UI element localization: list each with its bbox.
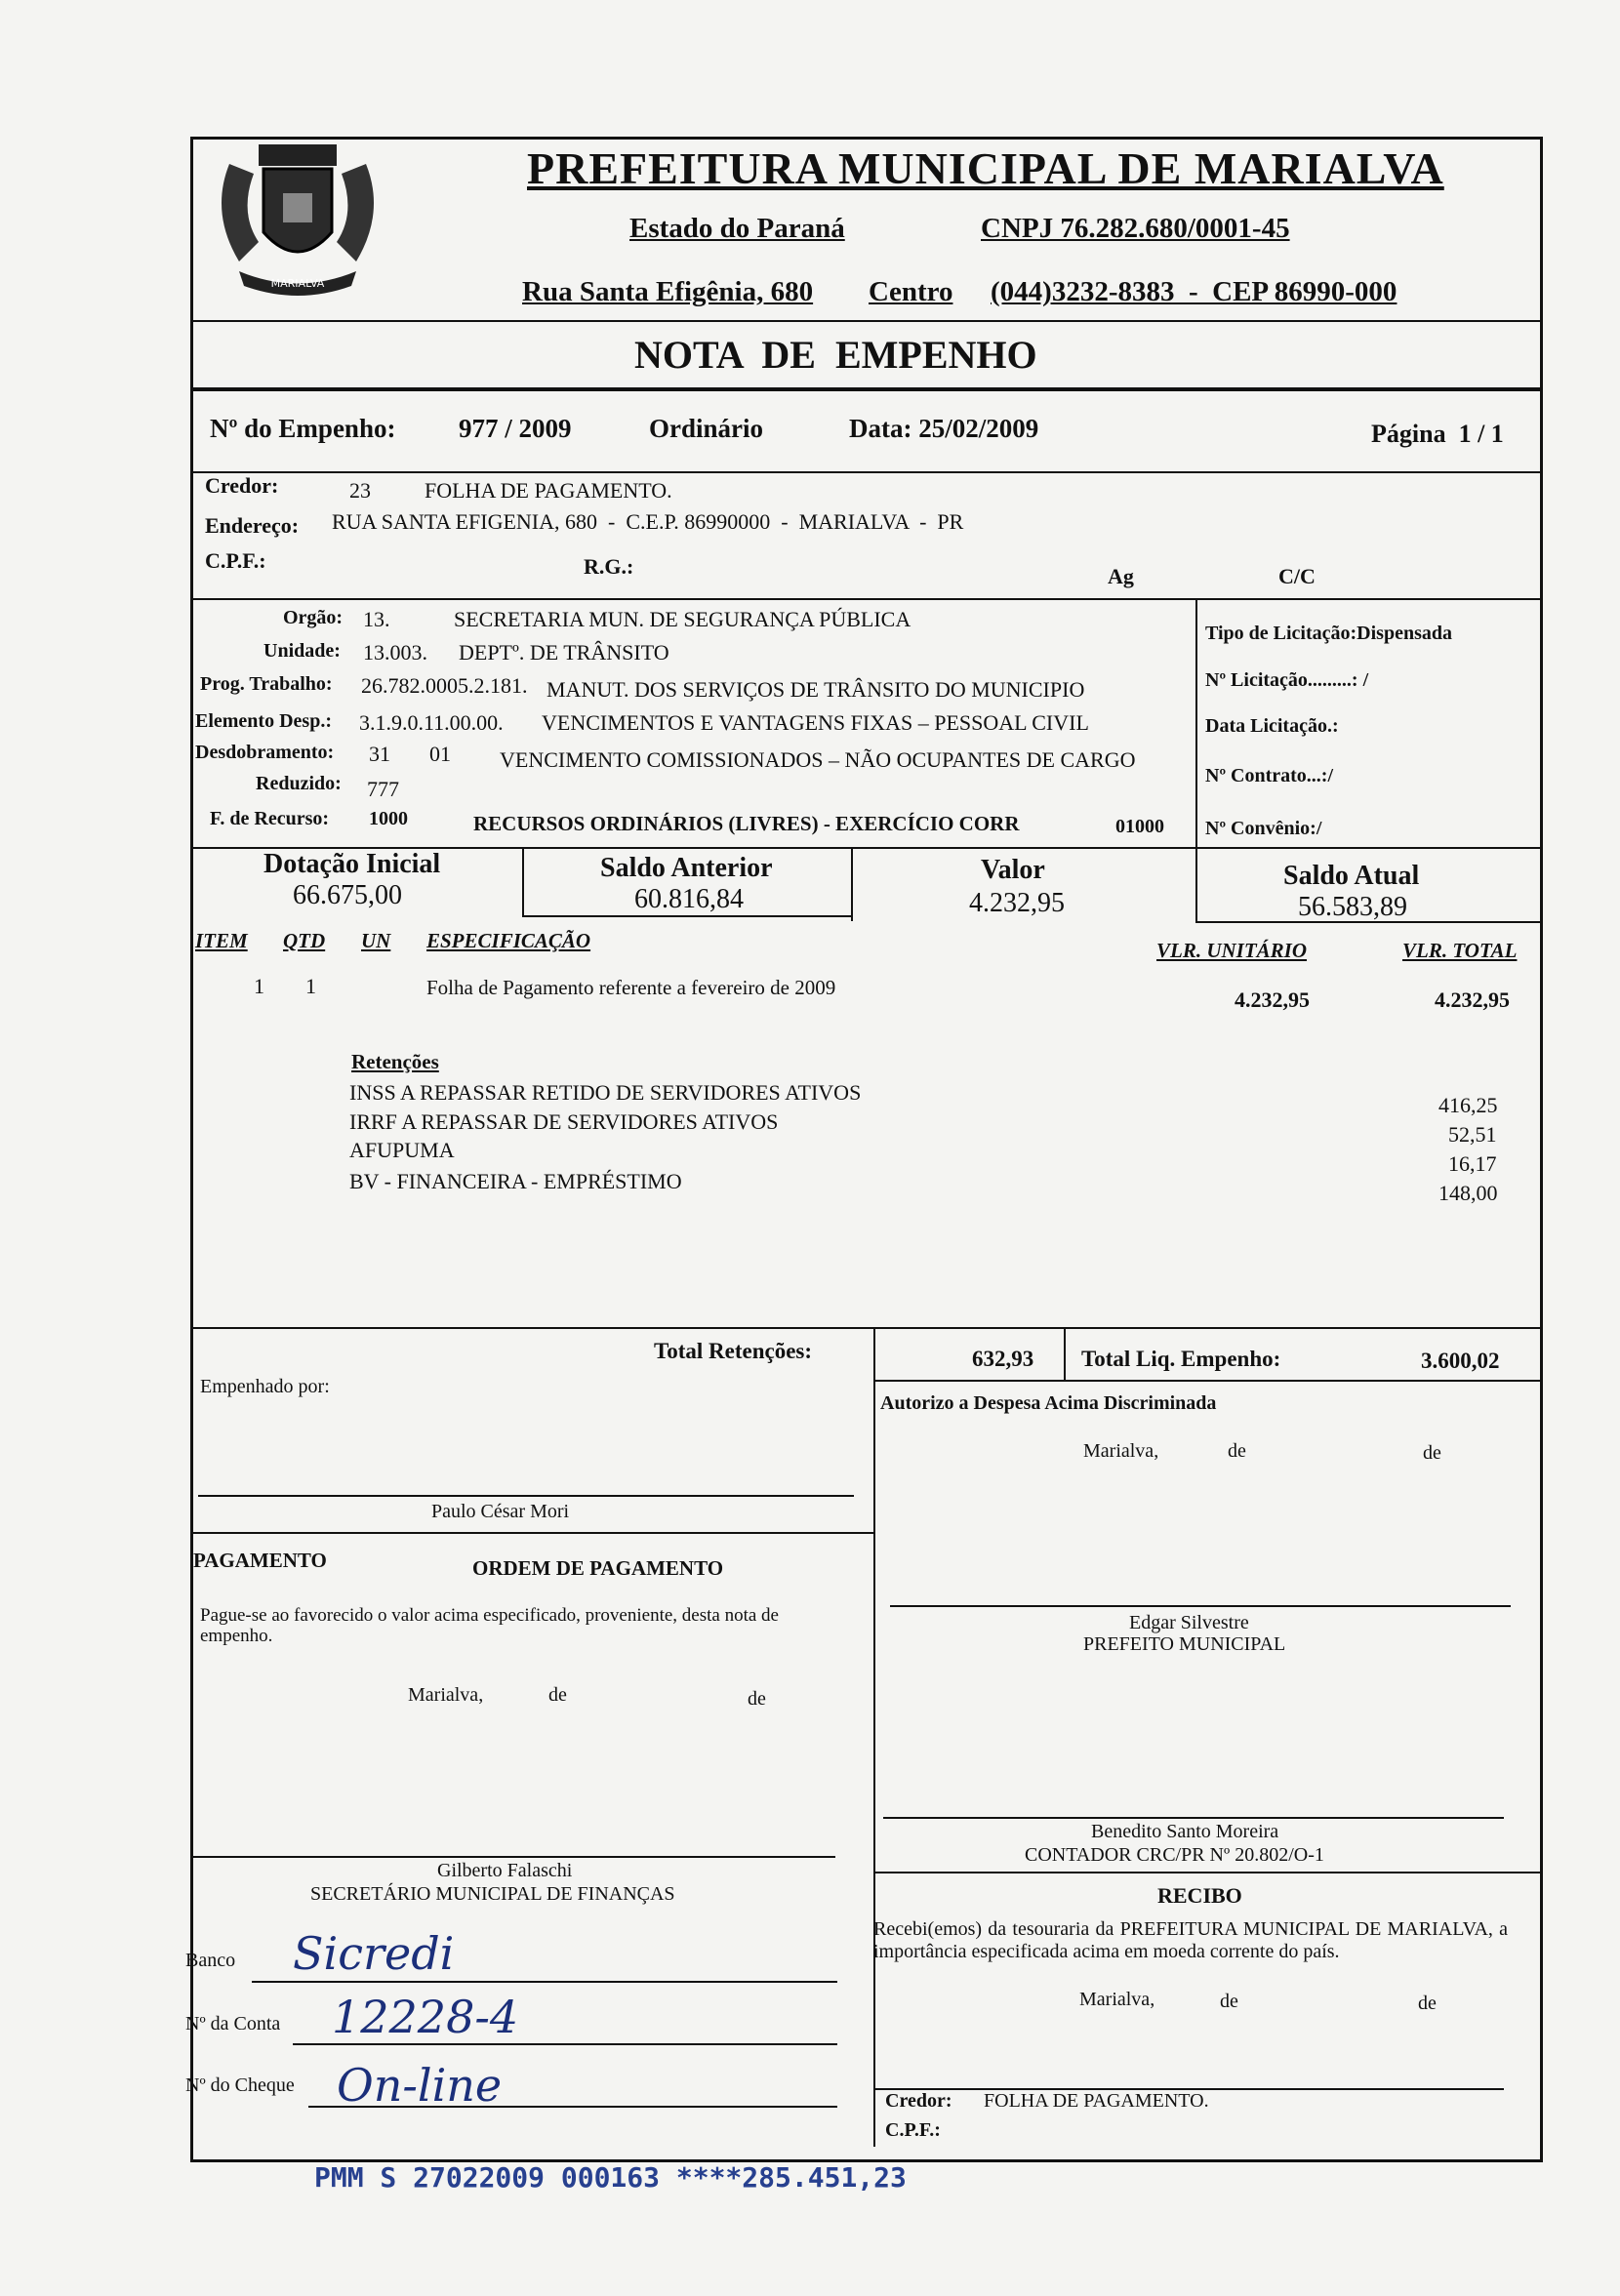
conta-line — [293, 2043, 837, 2045]
col-espec: ESPECIFICAÇÃO — [426, 929, 591, 952]
pagamento-de-1: de — [548, 1684, 567, 1706]
empenho-date: Data: 25/02/2009 — [849, 414, 1039, 443]
dotacao-value: 66.675,00 — [293, 880, 402, 910]
district-label: Centro — [869, 276, 953, 307]
prefeito-role: PREFEITO MUNICIPAL — [1083, 1633, 1286, 1655]
credor-label: Credor: — [205, 473, 279, 498]
retencao-desc-3: AFUPUMA — [349, 1138, 455, 1162]
recurso-label: F. de Recurso: — [210, 808, 330, 829]
retencao-desc-2: IRRF A REPASSAR DE SERVIDORES ATIVOS — [349, 1109, 779, 1134]
col-unit: VLR. UNITÁRIO — [1156, 939, 1308, 962]
autorizo-de-1: de — [1228, 1440, 1246, 1462]
divider — [1195, 598, 1197, 850]
divider — [190, 598, 1540, 600]
col-qtd: QTD — [283, 929, 326, 952]
banco-label: Banco — [185, 1950, 236, 1971]
cnpj-label: CNPJ 76.282.680/0001-45 — [981, 213, 1290, 244]
pagamento-label: PAGAMENTO — [193, 1549, 327, 1572]
ordem-label: ORDEM DE PAGAMENTO — [472, 1556, 724, 1580]
elemento-code: 3.1.9.0.11.00.00. — [359, 710, 504, 735]
item-qtd: 1 — [305, 974, 316, 998]
empenhado-name: Paulo César Mori — [431, 1501, 570, 1522]
desdobramento-label: Desdobramento: — [195, 742, 335, 763]
valor-value: 4.232,95 — [969, 888, 1065, 918]
prog-label: Prog. Trabalho: — [200, 673, 333, 695]
saldo-anterior-value: 60.816,84 — [634, 884, 744, 914]
conta-label: Nº da Conta — [185, 2013, 281, 2034]
signature-line — [890, 1605, 1511, 1607]
saldo-atual-value: 56.583,89 — [1298, 892, 1407, 922]
desdobramento-name: VENCIMENTO COMISSIONADOS – NÃO OCUPANTES DE CARGO — [500, 747, 1136, 772]
recurso-num: 01000 — [1115, 816, 1164, 837]
crest-logo — [200, 125, 395, 301]
cpf-label: C.P.F.: — [205, 548, 266, 573]
divider — [1064, 1327, 1066, 1381]
divider — [873, 1380, 875, 2147]
orgao-code: 13. — [363, 607, 390, 631]
pagamento-de-2: de — [748, 1688, 766, 1710]
state-label: Estado do Paraná — [629, 213, 845, 244]
total-retencoes-value: 632,93 — [972, 1347, 1034, 1371]
desdobramento-code1: 31 — [369, 742, 390, 766]
reduzido-value: 777 — [367, 777, 399, 801]
recibo-text: Recebi(emos) da tesouraria da PREFEITURA MUNICIPAL DE MARIALVA, a importância especificada acima em moeda corrente do país. — [873, 1918, 1508, 1962]
divider — [190, 320, 1540, 322]
recibo-local: Marialva, — [1079, 1989, 1155, 2010]
divider — [873, 1327, 875, 1381]
signature-line — [883, 1817, 1504, 1819]
pagamento-local: Marialva, — [408, 1684, 484, 1706]
divider — [522, 915, 852, 917]
retencao-value-1: 416,25 — [1438, 1093, 1498, 1117]
empenho-num-label: Nº do Empenho: — [210, 414, 396, 443]
divider — [190, 387, 1540, 391]
autorizo-local: Marialva, — [1083, 1440, 1159, 1462]
divider — [851, 847, 853, 921]
prog-name: MANUT. DOS SERVIÇOS DE TRÂNSITO DO MUNICIPIO — [547, 677, 1085, 702]
cheque-handwritten: On-line — [337, 2059, 503, 2112]
retencao-value-3: 16,17 — [1448, 1151, 1497, 1176]
endereco-value: RUA SANTA EFIGENIA, 680 - C.E.P. 86990000 - MARIALVA - PR — [332, 509, 964, 534]
col-un: UN — [361, 929, 391, 952]
conta-handwritten: 12228-4 — [332, 1991, 519, 2043]
retencoes-title: Retenções — [351, 1050, 439, 1073]
item-unit: 4.232,95 — [1235, 987, 1310, 1012]
phone-cep-label: (044)3232-8383 - CEP 86990-000 — [991, 276, 1397, 307]
divider — [873, 1380, 1540, 1382]
pague-text: Pague-se ao favorecido o valor acima especificado, proveniente, desta nota de empenho. — [200, 1605, 779, 1646]
recibo-title: RECIBO — [1157, 1883, 1242, 1908]
divider — [873, 1872, 1540, 1873]
recibo-credor-label: Credor: — [885, 2090, 952, 2112]
page-number: Página 1 / 1 — [1371, 420, 1504, 448]
contador-role: CONTADOR CRC/PR Nº 20.802/O-1 — [1025, 1844, 1324, 1866]
recibo-de-1: de — [1220, 1991, 1238, 2012]
licitacao-tipo: Tipo de Licitação:Dispensada — [1205, 623, 1452, 644]
total-liquido-value: 3.600,02 — [1421, 1349, 1500, 1373]
saldo-atual-label: Saldo Atual — [1283, 861, 1420, 891]
recurso-code: 1000 — [369, 808, 408, 829]
col-item: ITEM — [195, 929, 248, 952]
unidade-code: 13.003. — [363, 640, 427, 665]
saldo-anterior-label: Saldo Anterior — [600, 853, 773, 883]
empenho-type: Ordinário — [649, 414, 764, 443]
credor-code: 23 — [349, 478, 371, 503]
autorizo-de-2: de — [1423, 1442, 1441, 1464]
retencao-desc-1: INSS A REPASSAR RETIDO DE SERVIDORES ATIVOS — [349, 1080, 862, 1105]
signature-line — [193, 1856, 835, 1858]
unidade-label: Unidade: — [263, 640, 341, 662]
contador-name: Benedito Santo Moreira — [1091, 1821, 1279, 1842]
address-label: Rua Santa Efigênia, 680 — [522, 276, 814, 307]
divider — [190, 1327, 1540, 1329]
item-espec: Folha de Pagamento referente a fevereiro de 2009 — [426, 976, 836, 999]
desdobramento-code2: 01 — [429, 742, 451, 766]
recibo-credor-value: FOLHA DE PAGAMENTO. — [984, 2090, 1209, 2112]
valor-label: Valor — [981, 855, 1045, 885]
unidade-name: DEPTº. DE TRÂNSITO — [459, 640, 669, 665]
dotacao-label: Dotação Inicial — [263, 849, 441, 879]
banco-line — [252, 1981, 837, 1983]
item-num: 1 — [254, 974, 264, 998]
col-total: VLR. TOTAL — [1402, 939, 1518, 962]
signature-line — [198, 1495, 854, 1497]
payment-stamp: PMM S 27022009 000163 ****285.451,23 — [314, 2161, 907, 2194]
prog-code: 26.782.0005.2.181. — [361, 673, 528, 698]
ag-label: Ag — [1108, 564, 1134, 588]
endereco-label: Endereço: — [205, 513, 300, 538]
elemento-name: VENCIMENTOS E VANTAGENS FIXAS – PESSOAL CIVIL — [542, 710, 1089, 735]
recibo-cpf-label: C.P.F.: — [885, 2119, 941, 2141]
divider — [190, 1532, 873, 1534]
licitacao-numero: Nº Licitação.........: / — [1205, 669, 1369, 691]
retencao-value-4: 148,00 — [1438, 1181, 1498, 1205]
licitacao-data: Data Licitação.: — [1205, 715, 1339, 737]
licitacao-convenio: Nº Convênio:/ — [1205, 818, 1322, 839]
doc-title: NOTA DE EMPENHO — [634, 333, 1037, 377]
autorizo-text: Autorizo a Despesa Acima Discriminada — [880, 1392, 1217, 1414]
page-title: PREFEITURA MUNICIPAL DE MARIALVA — [527, 143, 1444, 193]
total-retencoes-label: Total Retenções: — [654, 1339, 813, 1363]
divider — [190, 471, 1540, 473]
retencao-desc-4: BV - FINANCEIRA - EMPRÉSTIMO — [349, 1169, 682, 1193]
total-liquido-label: Total Liq. Empenho: — [1081, 1347, 1281, 1371]
recibo-de-2: de — [1418, 1993, 1437, 2014]
empenhado-label: Empenhado por: — [200, 1376, 330, 1397]
banco-handwritten: Sicredi — [293, 1927, 455, 1980]
empenho-num-value: 977 / 2009 — [459, 414, 572, 443]
cc-label: C/C — [1278, 564, 1316, 588]
credor-name: FOLHA DE PAGAMENTO. — [425, 478, 672, 503]
secretario-name: Gilberto Falaschi — [437, 1860, 573, 1881]
item-total: 4.232,95 — [1435, 987, 1510, 1012]
secretario-role: SECRETÁRIO MUNICIPAL DE FINANÇAS — [310, 1883, 675, 1905]
crest-text: MARIALVA — [270, 277, 325, 290]
orgao-name: SECRETARIA MUN. DE SEGURANÇA PÚBLICA — [454, 607, 911, 631]
prefeito-name: Edgar Silvestre — [1129, 1612, 1249, 1633]
reduzido-label: Reduzido: — [256, 773, 342, 794]
licitacao-contrato: Nº Contrato...:/ — [1205, 765, 1334, 786]
rg-label: R.G.: — [584, 554, 634, 579]
orgao-label: Orgão: — [283, 607, 344, 628]
retencao-value-2: 52,51 — [1448, 1122, 1497, 1147]
recurso-name: RECURSOS ORDINÁRIOS (LIVRES) - EXERCÍCIO CORR — [473, 812, 1020, 835]
cheque-label: Nº do Cheque — [185, 2074, 295, 2096]
elemento-label: Elemento Desp.: — [195, 710, 332, 732]
divider — [522, 847, 524, 915]
divider — [1195, 847, 1197, 921]
